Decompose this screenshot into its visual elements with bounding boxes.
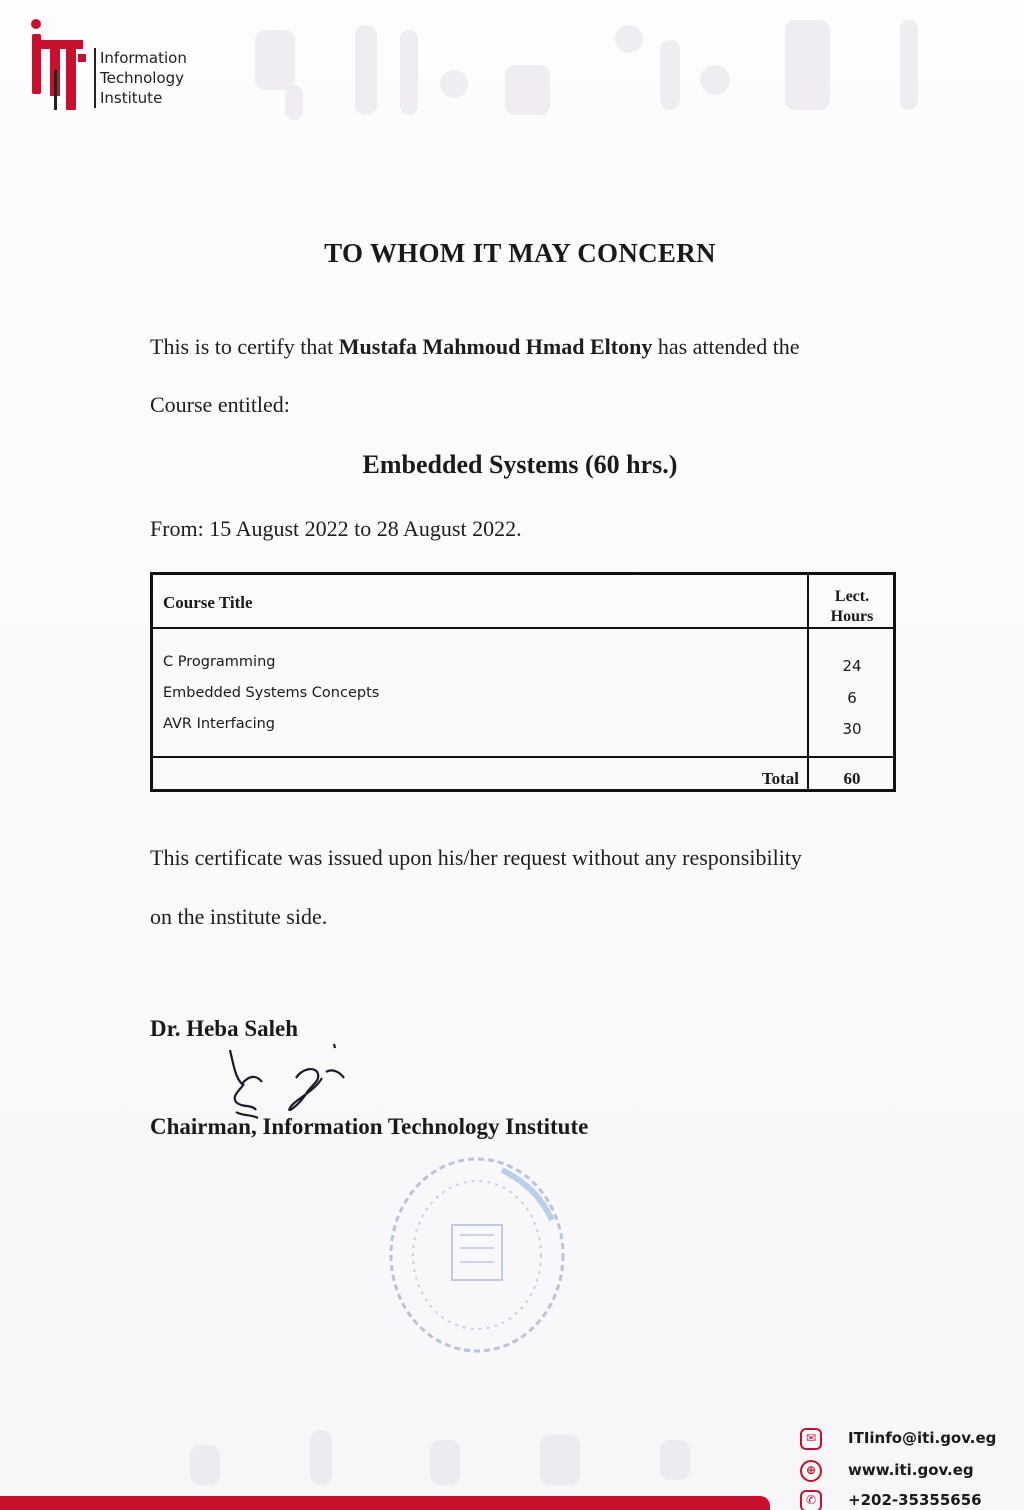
watermark-shape bbox=[900, 20, 918, 110]
phone-icon: ✆ bbox=[800, 1490, 822, 1510]
watermark-shape bbox=[660, 1440, 690, 1480]
table-divider bbox=[153, 627, 893, 629]
watermark-shape bbox=[255, 30, 295, 90]
course-dates: From: 15 August 2022 to 28 August 2022. bbox=[150, 516, 522, 541]
table-row-name: C Programming bbox=[163, 654, 276, 670]
watermark-shape bbox=[355, 25, 377, 115]
total-hours: 60 bbox=[843, 769, 861, 788]
signer-name: Dr. Heba Saleh bbox=[150, 1016, 299, 1041]
table-row-name: AVR Interfacing bbox=[163, 716, 276, 732]
handwritten-signature bbox=[222, 1038, 362, 1122]
course-hours-table bbox=[150, 572, 896, 792]
letter-heading: TO WHOM IT MAY CONCERN bbox=[324, 238, 716, 268]
table-divider bbox=[153, 756, 893, 758]
contact-email-text: ITIinfo@iti.gov.eg bbox=[848, 1429, 997, 1447]
column-header-lect-hours bbox=[811, 587, 893, 627]
column-header-line-2: Hours bbox=[830, 608, 874, 625]
logo-line-1: Information bbox=[100, 49, 187, 67]
mail-icon: ✉ bbox=[800, 1428, 822, 1450]
watermark-shape bbox=[785, 20, 830, 110]
total-label: Total bbox=[761, 769, 799, 788]
contact-phone-text: +202-35355656 bbox=[848, 1491, 982, 1509]
watermark-shape bbox=[190, 1445, 220, 1485]
watermark-shape bbox=[310, 1430, 332, 1485]
official-seal-icon bbox=[382, 1150, 572, 1360]
course-title: Embedded Systems (60 hrs.) bbox=[362, 450, 678, 479]
footer-accent-bar bbox=[0, 1496, 770, 1510]
intro-prefix: This is to certify that bbox=[150, 334, 334, 359]
watermark-shape bbox=[400, 30, 418, 115]
intro-line-2: Course entitled: bbox=[150, 392, 290, 417]
watermark-shape bbox=[700, 65, 730, 95]
table-row-name: Embedded Systems Concepts bbox=[163, 685, 380, 701]
watermark-shape bbox=[505, 65, 550, 115]
watermark-shape bbox=[285, 85, 303, 120]
watermark-shape bbox=[615, 25, 643, 53]
logo-line-2: Technology bbox=[100, 69, 185, 87]
disclaimer-line-2: on the institute side. bbox=[150, 904, 328, 929]
intro-line-1 bbox=[150, 334, 800, 360]
watermark-shape bbox=[540, 1435, 580, 1485]
table-row-hours: 24 bbox=[842, 657, 862, 675]
iti-logo bbox=[28, 18, 198, 118]
table-row-hours: 6 bbox=[847, 689, 857, 707]
signer-title: Chairman, Information Technology Institute bbox=[150, 1114, 589, 1139]
globe-icon: ⊕ bbox=[800, 1460, 822, 1482]
column-header-course-title: Course Title bbox=[163, 593, 253, 612]
watermark-shape bbox=[430, 1440, 460, 1485]
contact-website-text: www.iti.gov.eg bbox=[848, 1461, 974, 1479]
watermark-shape bbox=[440, 70, 468, 98]
table-row-hours: 30 bbox=[842, 720, 862, 738]
intro-suffix: has attended the bbox=[657, 334, 800, 359]
column-header-line-1: Lect. bbox=[834, 588, 870, 605]
student-name: Mustafa Mahmoud Hmad Eltony bbox=[338, 334, 653, 359]
disclaimer-line-1: This certificate was issued upon his/her request without any responsibility bbox=[150, 845, 802, 870]
iti-logo-mark-icon bbox=[28, 18, 92, 116]
logo-wordmark bbox=[94, 48, 187, 108]
watermark-shape bbox=[660, 40, 680, 110]
logo-line-3: Institute bbox=[100, 89, 163, 107]
